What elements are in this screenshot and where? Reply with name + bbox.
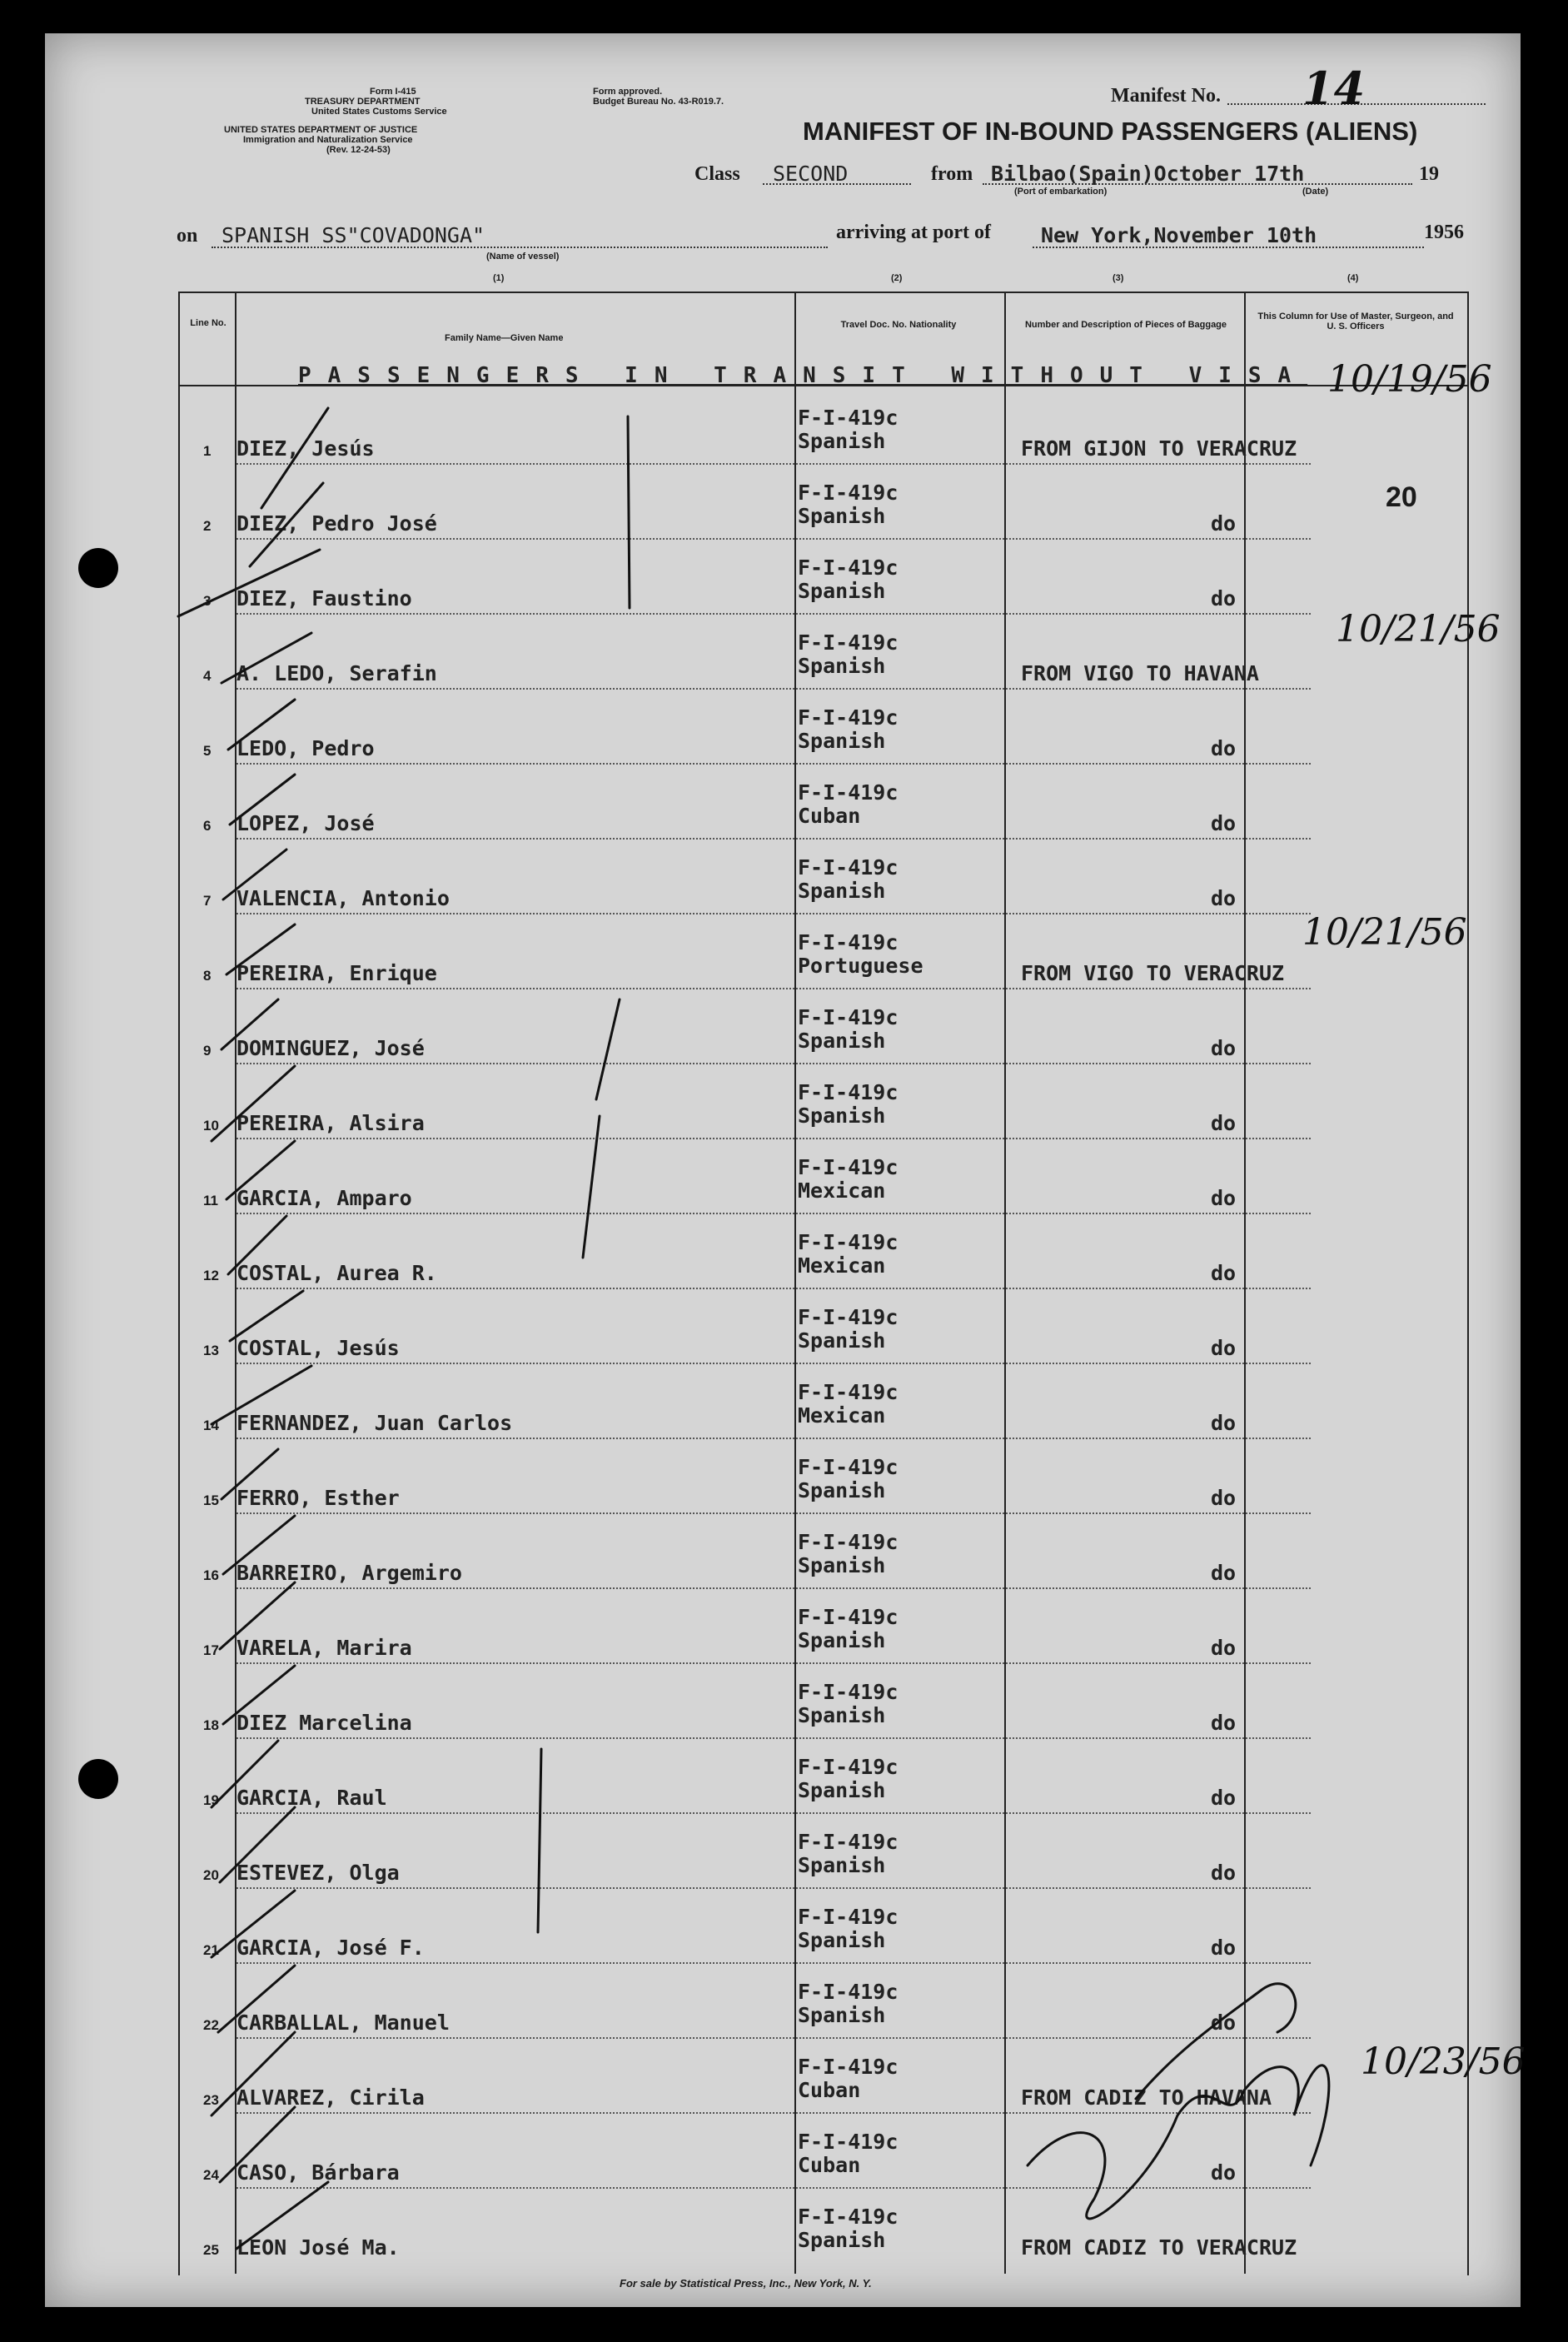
port-caption: (Port of embarkation) xyxy=(1014,187,1108,197)
handwritten-date: 10/21/56 xyxy=(1336,608,1501,650)
passenger-name: GARCIA, Amparo xyxy=(236,1186,412,1210)
form-approved: Form approved. xyxy=(593,87,663,97)
baggage: do xyxy=(1211,1261,1237,1285)
travel-doc: F-I-419c Spanish xyxy=(798,855,898,903)
passenger-name: DIEZ, Pedro José xyxy=(236,511,437,536)
line-number: 8 xyxy=(203,968,212,984)
on-label: on xyxy=(177,225,198,247)
travel-doc: F-I-419c Spanish xyxy=(798,1080,898,1128)
passenger-name: LOPEZ, José xyxy=(236,811,375,835)
manifest-number: 14 xyxy=(1302,62,1366,115)
baggage: do xyxy=(1211,2011,1237,2035)
manifest-page xyxy=(45,33,1526,2307)
col-num-1: (1) xyxy=(493,273,505,283)
customs-service: United States Customs Service xyxy=(311,107,447,117)
baggage: do xyxy=(1211,1711,1237,1735)
footer-note: For sale by Statistical Press, Inc., New York, N. Y. xyxy=(620,2277,872,2290)
header-doc: Travel Doc. No. Nationality xyxy=(840,320,957,330)
travel-doc: F-I-419c Mexican xyxy=(798,1230,898,1278)
passenger-name: FERNANDEZ, Juan Carlos xyxy=(236,1411,513,1435)
line-number: 4 xyxy=(203,668,212,684)
col-num-3: (3) xyxy=(1113,273,1124,283)
passenger-name: BARREIRO, Argemiro xyxy=(236,1561,462,1585)
treasury-dept: TREASURY DEPARTMENT xyxy=(305,97,421,107)
passenger-name: LEON José Ma. xyxy=(236,2235,400,2260)
baggage: do xyxy=(1211,2160,1237,2185)
baggage: FROM VIGO TO HAVANA xyxy=(1021,661,1259,685)
line-number: 3 xyxy=(203,593,212,609)
travel-doc: F-I-419c Mexican xyxy=(798,1380,898,1428)
travel-doc: F-I-419c Spanish xyxy=(798,1530,898,1577)
baggage: FROM CADIZ TO HAVANA xyxy=(1021,2085,1272,2110)
travel-doc: F-I-419c Spanish xyxy=(798,2205,898,2252)
baggage: do xyxy=(1211,1936,1237,1960)
travel-doc: F-I-419c Spanish xyxy=(798,1305,898,1353)
baggage: do xyxy=(1211,1486,1237,1510)
arrival-year: 1956 xyxy=(1424,222,1464,243)
line-number: 5 xyxy=(203,743,212,759)
passenger-name: A. LEDO, Serafin xyxy=(236,661,437,685)
travel-doc: F-I-419c Spanish xyxy=(798,630,898,678)
line-number: 6 xyxy=(203,818,212,834)
line-number: 23 xyxy=(203,2092,219,2108)
passenger-name: LEDO, Pedro xyxy=(236,736,375,760)
line-number: 16 xyxy=(203,1567,219,1583)
header-line-no: Line No. xyxy=(190,318,226,328)
passenger-name: COSTAL, Aurea R. xyxy=(236,1261,437,1285)
line-number: 19 xyxy=(203,1792,219,1808)
baggage: do xyxy=(1211,886,1237,910)
binder-hole-top xyxy=(78,548,118,588)
pen-marks xyxy=(45,33,1521,2307)
passenger-name: DIEZ, Jesús xyxy=(236,436,375,461)
baggage: do xyxy=(1211,1111,1237,1135)
header-name: Family Name—Given Name xyxy=(445,333,564,343)
baggage: do xyxy=(1211,1411,1237,1435)
passenger-name: ESTEVEZ, Olga xyxy=(236,1861,400,1885)
date-caption: (Date) xyxy=(1302,187,1329,197)
line-number: 20 xyxy=(203,1867,219,1883)
line-number: 18 xyxy=(203,1717,219,1733)
passenger-name: DIEZ Marcelina xyxy=(236,1711,412,1735)
col-num-4: (4) xyxy=(1347,273,1359,283)
handwritten-date: 10/19/56 xyxy=(1327,358,1492,401)
travel-doc: F-I-419c Cuban xyxy=(798,2055,898,2102)
baggage: do xyxy=(1211,586,1237,610)
baggage: do xyxy=(1211,811,1237,835)
travel-doc: F-I-419c Spanish xyxy=(798,1455,898,1502)
class-label: Class xyxy=(694,163,740,185)
class-value: SECOND xyxy=(773,162,849,186)
passenger-name: CASO, Bárbara xyxy=(236,2160,400,2185)
line-number: 7 xyxy=(203,893,212,909)
vessel-name: SPANISH SS"COVADONGA" xyxy=(222,223,485,247)
line-number: 11 xyxy=(203,1193,218,1208)
binder-hole-bottom xyxy=(78,1759,118,1799)
page-title: MANIFEST OF IN-BOUND PASSENGERS (ALIENS) xyxy=(803,117,1418,146)
passenger-name: VALENCIA, Antonio xyxy=(236,886,450,910)
passenger-name: COSTAL, Jesús xyxy=(236,1336,400,1360)
line-number: 17 xyxy=(203,1642,219,1658)
passenger-name: DIEZ, Faustino xyxy=(236,586,412,610)
justice-dept: UNITED STATES DEPARTMENT OF JUSTICE xyxy=(224,125,418,135)
arriving-label: arriving at port of xyxy=(836,222,991,243)
handwritten-date: 10/21/56 xyxy=(1302,911,1467,954)
passenger-name: DOMINGUEZ, José xyxy=(236,1036,425,1060)
revision: (Rev. 12-24-53) xyxy=(326,145,391,155)
travel-doc: F-I-419c Spanish xyxy=(798,1605,898,1652)
arrival-value: New York,November 10th xyxy=(1041,223,1317,247)
baggage: do xyxy=(1211,511,1237,536)
line-number: 21 xyxy=(203,1942,219,1958)
baggage: do xyxy=(1211,1636,1237,1660)
from-label: from xyxy=(931,163,973,185)
passenger-name: GARCIA, José F. xyxy=(236,1936,425,1960)
baggage: do xyxy=(1211,1036,1237,1060)
line-number: 9 xyxy=(203,1043,212,1059)
line-number: 12 xyxy=(203,1268,219,1283)
travel-doc: F-I-419c Spanish xyxy=(798,705,898,753)
baggage: do xyxy=(1211,1786,1237,1810)
travel-doc: F-I-419c Cuban xyxy=(798,2130,898,2177)
travel-doc: F-I-419c Mexican xyxy=(798,1155,898,1203)
baggage: do xyxy=(1211,1861,1237,1885)
line-number: 22 xyxy=(203,2017,219,2033)
line-number: 15 xyxy=(203,1492,219,1508)
travel-doc: F-I-419c Spanish xyxy=(798,1755,898,1802)
passenger-name: FERRO, Esther xyxy=(236,1486,400,1510)
line-number: 14 xyxy=(203,1418,219,1433)
travel-doc: F-I-419c Spanish xyxy=(798,406,898,453)
passenger-name: PEREIRA, Alsira xyxy=(236,1111,425,1135)
line-number: 2 xyxy=(203,518,212,534)
passenger-name: ALVAREZ, Cirila xyxy=(236,2085,425,2110)
manifest-label: Manifest No. xyxy=(1111,85,1221,107)
passenger-name: CARBALLAL, Manuel xyxy=(236,2011,450,2035)
handwritten-count: 20 xyxy=(1386,481,1417,513)
baggage: FROM VIGO TO VERACRUZ xyxy=(1021,961,1285,985)
embarkation-value: Bilbao(Spain)October 17th xyxy=(991,162,1305,186)
travel-doc: F-I-419c Portuguese xyxy=(798,930,923,978)
baggage: do xyxy=(1211,1336,1237,1360)
vessel-caption: (Name of vessel) xyxy=(486,252,560,262)
ins-service: Immigration and Naturalization Service xyxy=(243,135,413,145)
form-number: Form I-415 xyxy=(370,87,416,97)
travel-doc: F-I-419c Cuban xyxy=(798,780,898,828)
baggage: FROM CADIZ TO VERACRUZ xyxy=(1021,2235,1297,2260)
baggage: do xyxy=(1211,1186,1237,1210)
line-number: 25 xyxy=(203,2242,219,2258)
passenger-name: GARCIA, Raul xyxy=(236,1786,387,1810)
travel-doc: F-I-419c Spanish xyxy=(798,1905,898,1952)
baggage: do xyxy=(1211,736,1237,760)
line-number: 24 xyxy=(203,2167,219,2183)
baggage: FROM GIJON TO VERACRUZ xyxy=(1021,436,1297,461)
travel-doc: F-I-419c Spanish xyxy=(798,1980,898,2027)
travel-doc: F-I-419c Spanish xyxy=(798,1830,898,1877)
col-num-2: (2) xyxy=(891,273,903,283)
travel-doc: F-I-419c Spanish xyxy=(798,1005,898,1053)
passenger-name: PEREIRA, Enrique xyxy=(236,961,437,985)
passenger-name: VARELA, Marira xyxy=(236,1636,412,1660)
travel-doc: F-I-419c Spanish xyxy=(798,1680,898,1727)
travel-doc: F-I-419c Spanish xyxy=(798,481,898,528)
line-number: 10 xyxy=(203,1118,219,1134)
handwritten-date: 10/23/56 xyxy=(1361,2041,1526,2083)
line-number: 13 xyxy=(203,1343,219,1358)
header-baggage: Number and Description of Pieces of Baggage xyxy=(1024,320,1227,330)
budget-bureau: Budget Bureau No. 43-R019.7. xyxy=(593,97,724,107)
travel-doc: F-I-419c Spanish xyxy=(798,556,898,603)
header-officers: This Column for Use of Master, Surgeon, and U. S. Officers xyxy=(1257,311,1454,331)
line-number: 1 xyxy=(203,443,212,459)
year-prefix-1: 19 xyxy=(1419,163,1439,185)
transit-banner: PASSENGERS IN TRANSIT WITHOUT VISA xyxy=(298,363,1308,388)
baggage: do xyxy=(1211,1561,1237,1585)
